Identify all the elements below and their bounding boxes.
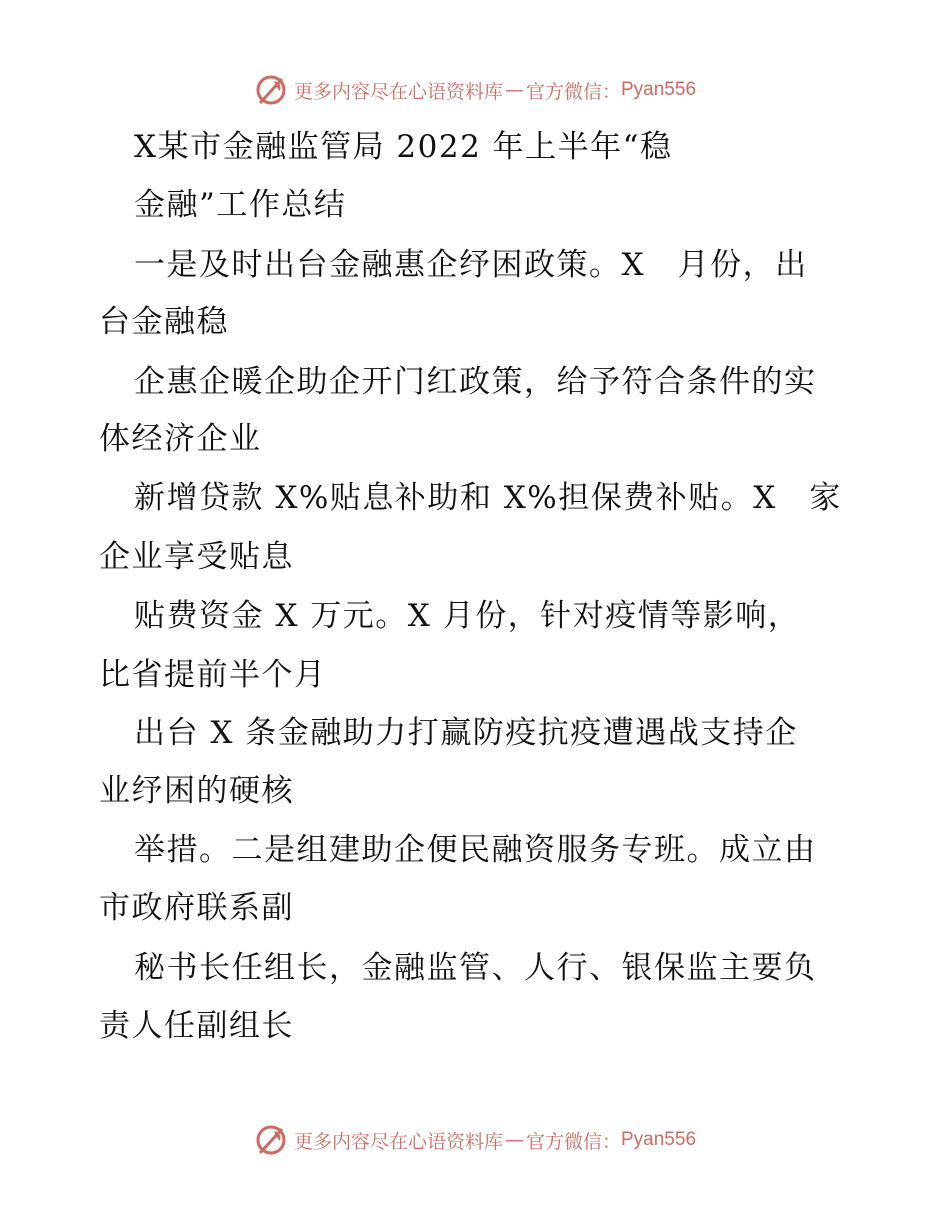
document-title-line-2: 金融”工作总结 bbox=[134, 187, 347, 223]
paragraph-line: 秘书长任组长，金融监管、人行、银保监主要负 bbox=[134, 950, 817, 986]
paragraph-line: 举措。二是组建助企便民融资服务专班。成立由 bbox=[134, 832, 817, 868]
paragraph-line: 一是及时出台金融惠企纾困政策。X 月份，出 bbox=[134, 247, 808, 283]
quill-logo-icon bbox=[254, 1123, 288, 1157]
document-title-line-1: X某市金融监管局 2022 年上半年“稳 bbox=[134, 129, 673, 165]
paragraph-line: 企惠企暖企助企开门红政策，给予符合条件的实 bbox=[134, 364, 817, 400]
watermark-text: 更多内容尽在心语资料库 bbox=[293, 1130, 503, 1153]
quill-logo-icon bbox=[254, 73, 288, 107]
watermark-wechat-label: 官方微信： bbox=[525, 1130, 621, 1153]
paragraph-line: 贴费资金 X 万元。X 月份，针对疫情等影响， bbox=[134, 598, 801, 634]
header-watermark bbox=[0, 70, 950, 110]
footer-watermark bbox=[0, 1120, 950, 1160]
paragraph-line: 责人任副组长 bbox=[99, 1008, 294, 1044]
watermark-wechat-id: Pyan556 bbox=[621, 1129, 697, 1150]
watermark-separator: — bbox=[504, 79, 524, 101]
paragraph-line: 体经济企业 bbox=[99, 421, 262, 457]
paragraph-line: 比省提前半个月 bbox=[99, 657, 327, 693]
paragraph-line: 出台 X 条金融助力打赢防疫抗疫遭遇战支持企 bbox=[134, 715, 798, 751]
watermark-separator: — bbox=[504, 1129, 524, 1151]
paragraph-line: 台金融稳 bbox=[99, 304, 229, 340]
watermark-text: 更多内容尽在心语资料库 bbox=[293, 80, 503, 103]
watermark-wechat-label: 官方微信： bbox=[525, 80, 621, 103]
paragraph-line: 业纾困的硬核 bbox=[99, 773, 294, 809]
paragraph-line: 市政府联系副 bbox=[99, 890, 294, 926]
watermark-wechat-id: Pyan556 bbox=[621, 79, 697, 100]
paragraph-line: 新增贷款 X%贴息补助和 X%担保费补贴。X 家 bbox=[134, 480, 842, 516]
paragraph-line: 企业享受贴息 bbox=[99, 539, 294, 575]
